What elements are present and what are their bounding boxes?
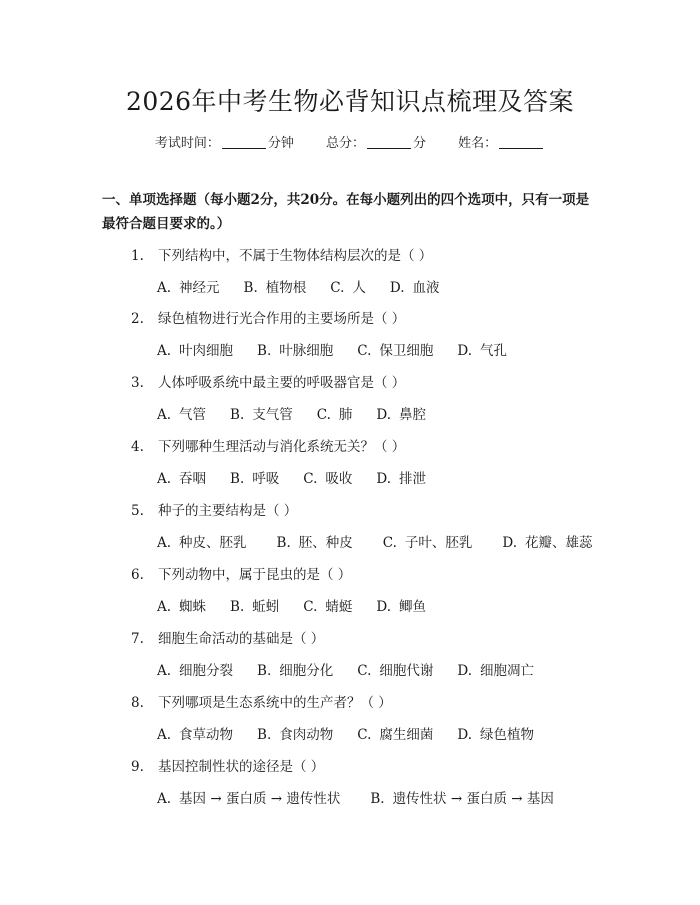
option-item	[277, 531, 353, 551]
option-text: 胚、种皮	[298, 535, 353, 551]
option-letter: C.	[316, 407, 331, 423]
option-item	[157, 787, 340, 807]
question-text: 人体呼吸系统中最主要的呼吸器官是（ ）	[158, 375, 406, 391]
option-item	[383, 531, 473, 551]
option-text: 蚯蚓	[252, 599, 280, 615]
option-text: 遗传性状 → 蛋白质 → 基因	[392, 791, 554, 807]
option-text: 支气管	[252, 407, 293, 423]
option-item	[370, 787, 554, 807]
option-row	[157, 595, 597, 615]
option-item	[376, 403, 426, 423]
option-letter: C.	[303, 599, 318, 615]
question-stem	[131, 371, 601, 391]
option-item	[257, 659, 333, 679]
option-item	[157, 531, 247, 551]
option-letter: A.	[157, 599, 172, 615]
question-stem	[131, 627, 601, 647]
question-stem	[131, 691, 601, 711]
option-text: 吞咽	[179, 471, 207, 487]
option-letter: A.	[157, 280, 172, 296]
option-row	[157, 339, 597, 359]
question-number: 4.	[131, 439, 144, 455]
option-item	[157, 276, 220, 296]
option-text: 细胞凋亡	[480, 663, 535, 679]
question-number: 2.	[131, 311, 144, 327]
question-number: 7.	[131, 631, 144, 647]
option-row	[157, 723, 597, 743]
option-letter: D.	[376, 599, 392, 615]
question-stem	[131, 563, 601, 583]
option-letter: D.	[457, 343, 473, 359]
option-item	[230, 595, 279, 615]
option-letter: D.	[389, 280, 405, 296]
option-row	[157, 659, 597, 679]
question-text: 下列哪种生理活动与消化系统无关？（ ）	[158, 439, 406, 455]
option-item	[357, 723, 433, 743]
option-item	[157, 723, 233, 743]
option-text: 鼻腔	[399, 407, 427, 423]
option-letter: C.	[357, 663, 372, 679]
option-text: 人	[352, 280, 366, 296]
option-item	[157, 595, 206, 615]
question-text: 下列结构中，不属于生物体结构层次的是（ ）	[158, 248, 433, 264]
option-row	[157, 276, 597, 296]
option-letter: B.	[370, 791, 385, 807]
option-text: 种皮、胚乳	[179, 535, 247, 551]
option-item	[457, 339, 507, 359]
option-text: 细胞代谢	[379, 663, 434, 679]
question-number: 6.	[131, 567, 144, 583]
option-letter: B.	[230, 407, 245, 423]
option-item	[317, 403, 353, 423]
option-letter: D.	[376, 471, 392, 487]
option-text: 保卫细胞	[379, 343, 434, 359]
option-letter: B.	[230, 471, 245, 487]
time-blank	[222, 135, 266, 149]
name-label: 姓名：	[458, 136, 498, 151]
option-item	[357, 659, 433, 679]
option-text: 神经元	[179, 280, 220, 296]
question-stem	[131, 755, 601, 775]
option-text: 叶肉细胞	[179, 343, 234, 359]
option-letter: A.	[157, 791, 172, 807]
option-letter: A.	[157, 663, 172, 679]
option-item	[257, 339, 333, 359]
option-text: 肺	[338, 407, 353, 423]
question-text: 下列动物中，属于昆虫的是（ ）	[158, 567, 352, 583]
option-text: 排泄	[399, 471, 427, 487]
question-text: 基因控制性状的途径是（ ）	[158, 759, 325, 775]
option-text: 气管	[179, 407, 207, 423]
option-item	[376, 595, 426, 615]
question-stem	[131, 244, 601, 264]
option-letter: D.	[457, 663, 473, 679]
score-unit: 分	[413, 136, 427, 151]
exam-score	[326, 132, 426, 151]
option-letter: A.	[157, 471, 172, 487]
option-letter: B.	[257, 727, 272, 743]
option-item	[257, 723, 333, 743]
option-letter: B.	[276, 535, 291, 551]
page-title: 2026年中考生物必背知识点梳理及答案	[125, 87, 575, 116]
option-item	[502, 531, 592, 551]
option-letter: B.	[230, 599, 245, 615]
option-letter: A.	[157, 407, 172, 423]
question-number: 9.	[131, 759, 144, 775]
question-number: 1.	[131, 248, 144, 264]
option-text: 花瓣、雄蕊	[525, 535, 593, 551]
exam-meta	[0, 132, 700, 151]
question-number: 3.	[131, 375, 144, 391]
option-text: 食肉动物	[279, 727, 334, 743]
option-item	[157, 339, 233, 359]
option-text: 子叶、胚乳	[404, 535, 473, 551]
score-label: 总分：	[325, 136, 365, 151]
option-text: 腐生细菌	[379, 727, 434, 743]
question-text: 种子的主要结构是（ ）	[158, 503, 298, 519]
question-stem	[131, 499, 601, 519]
option-text: 蜘蛛	[179, 599, 207, 615]
question-number: 5.	[131, 503, 144, 519]
option-item	[303, 595, 352, 615]
option-item	[330, 276, 366, 296]
option-item	[244, 276, 307, 296]
option-item	[303, 467, 352, 487]
name-blank	[499, 135, 543, 149]
option-item	[230, 467, 279, 487]
time-unit: 分钟	[267, 136, 294, 151]
option-letter: C.	[357, 343, 372, 359]
question-number: 8.	[131, 695, 144, 711]
option-text: 叶脉细胞	[279, 343, 334, 359]
option-letter: C.	[330, 280, 345, 296]
option-text: 细胞分化	[279, 663, 334, 679]
option-item	[157, 659, 233, 679]
option-letter: C.	[382, 535, 397, 551]
question-stem	[131, 435, 601, 455]
option-item	[357, 339, 433, 359]
option-text: 蜻蜓	[325, 599, 353, 615]
question-stem	[131, 307, 601, 327]
option-letter: C.	[303, 471, 318, 487]
option-item	[230, 403, 293, 423]
option-text: 基因 → 蛋白质 → 遗传性状	[179, 791, 341, 807]
student-name	[458, 132, 545, 151]
option-letter: D.	[502, 535, 518, 551]
question-text: 下列哪项是生态系统中的生产者？（ ）	[158, 695, 392, 711]
option-row	[157, 467, 597, 487]
option-letter: A.	[157, 535, 172, 551]
option-text: 呼吸	[252, 471, 280, 487]
section-heading: 一、单项选择题（每小题2分，共20分。在每小题列出的四个选项中，只有一项是最符合题目要求的。）	[102, 192, 590, 232]
option-item	[157, 467, 206, 487]
option-row	[157, 787, 597, 807]
question-text: 绿色植物进行光合作用的主要场所是（ ）	[158, 311, 406, 327]
option-item	[457, 659, 534, 679]
option-item	[157, 403, 206, 423]
option-letter: B.	[243, 280, 258, 296]
exam-time	[155, 132, 294, 151]
option-text: 鲫鱼	[399, 599, 427, 615]
option-text: 细胞分裂	[179, 663, 234, 679]
option-row	[157, 403, 597, 423]
option-text: 植物根	[265, 280, 307, 296]
option-item	[390, 276, 440, 296]
option-text: 绿色植物	[480, 727, 535, 743]
option-text: 气孔	[480, 343, 508, 359]
score-blank	[367, 135, 411, 149]
option-letter: C.	[357, 727, 372, 743]
option-letter: A.	[157, 727, 172, 743]
option-text: 食草动物	[179, 727, 234, 743]
option-text: 血液	[412, 280, 440, 296]
time-label: 考试时间：	[154, 136, 220, 151]
option-item	[376, 467, 426, 487]
option-letter: D.	[376, 407, 392, 423]
option-item	[457, 723, 534, 743]
option-letter: A.	[157, 343, 172, 359]
option-letter: B.	[257, 343, 272, 359]
option-letter: D.	[457, 727, 473, 743]
option-letter: B.	[257, 663, 272, 679]
option-row	[157, 531, 597, 551]
question-text: 细胞生命活动的基础是（ ）	[158, 631, 325, 647]
option-text: 吸收	[325, 471, 353, 487]
